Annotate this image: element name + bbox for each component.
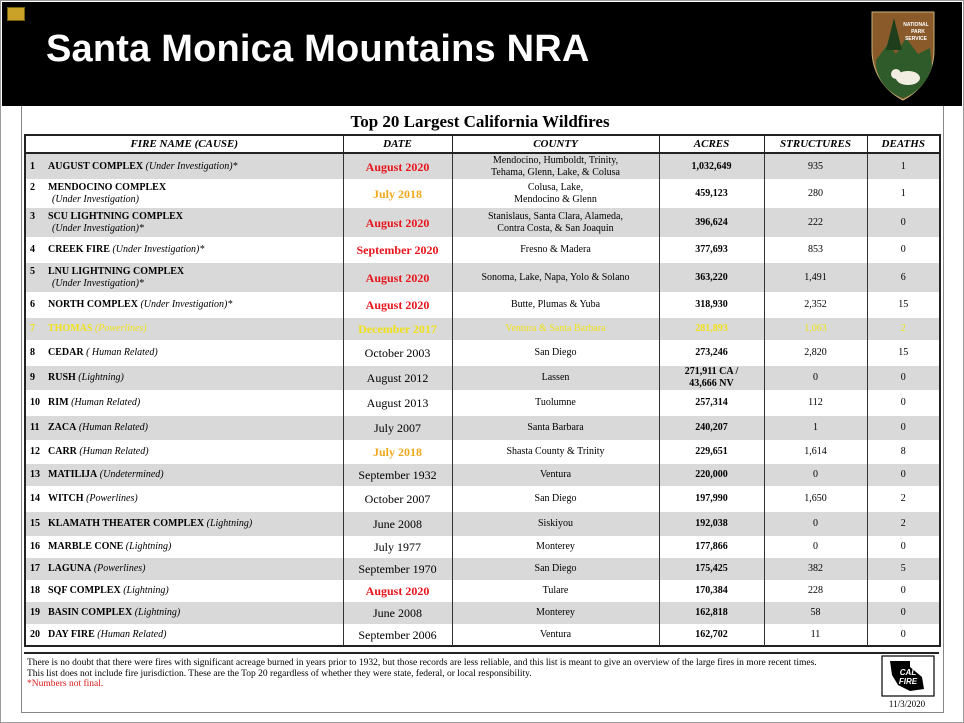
acres-cell bbox=[659, 153, 764, 179]
rank-number: 18 bbox=[30, 585, 40, 596]
acres-line: 396,624 bbox=[695, 216, 728, 228]
acres-line: 175,425 bbox=[695, 563, 728, 574]
acres-line: 162,818 bbox=[695, 607, 728, 618]
acres-line: 459,123 bbox=[695, 187, 728, 199]
fire-cause: (Powerlines) bbox=[93, 563, 146, 574]
acres-line: 192,038 bbox=[695, 518, 728, 529]
rank-number: 2 bbox=[30, 181, 35, 193]
table-row bbox=[25, 536, 940, 558]
rank-number: 14 bbox=[30, 493, 40, 504]
rank-number: 20 bbox=[30, 628, 40, 640]
date-cell: July 2018 bbox=[343, 440, 452, 464]
deaths-cell: 15 bbox=[867, 340, 940, 366]
fire-name-cell bbox=[25, 208, 343, 237]
deaths-cell: 6 bbox=[867, 263, 940, 292]
deaths-cell: 0 bbox=[867, 580, 940, 602]
fire-name: SQF COMPLEX bbox=[48, 585, 121, 596]
svg-text:PARK: PARK bbox=[911, 29, 925, 35]
deaths-cell: 0 bbox=[867, 390, 940, 416]
svg-text:NATIONAL: NATIONAL bbox=[903, 22, 929, 28]
nps-arrowhead-logo-icon bbox=[868, 10, 938, 102]
fire-name: ZACA bbox=[48, 422, 77, 433]
fire-name: NORTH COMPLEX bbox=[48, 299, 138, 310]
acres-line: 162,702 bbox=[695, 628, 728, 640]
acres-cell bbox=[659, 602, 764, 624]
table-row bbox=[25, 440, 940, 464]
col-header-deaths: DEATHS bbox=[867, 135, 940, 153]
structures-cell: 935 bbox=[764, 153, 867, 179]
structures-cell: 112 bbox=[764, 390, 867, 416]
fire-cause: (Lightning) bbox=[78, 372, 124, 383]
cal-fire-line1: CAL bbox=[899, 668, 917, 677]
fire-cause: (Lightning) bbox=[123, 585, 169, 596]
acres-line: 43,666 NV bbox=[689, 378, 734, 389]
table-row bbox=[25, 558, 940, 580]
fire-name: WITCH bbox=[48, 493, 84, 504]
county-cell bbox=[452, 179, 659, 208]
table-row bbox=[25, 318, 940, 340]
county-line: Mendocino, Humboldt, Trinity, bbox=[492, 154, 619, 166]
table-row bbox=[25, 512, 940, 536]
slide-title: Santa Monica Mountains NRA bbox=[46, 28, 590, 70]
fire-name-cell bbox=[25, 580, 343, 602]
fire-cause: (Undetermined) bbox=[99, 469, 164, 480]
fire-name-cell bbox=[25, 440, 343, 464]
acres-line: 240,207 bbox=[695, 422, 728, 433]
fire-name-cell bbox=[25, 237, 343, 263]
acres-line: 273,246 bbox=[695, 347, 728, 358]
county-cell bbox=[452, 237, 659, 263]
acres-cell bbox=[659, 179, 764, 208]
county-cell bbox=[452, 263, 659, 292]
fire-name-cell bbox=[25, 486, 343, 512]
rank-number: 6 bbox=[30, 299, 35, 310]
structures-cell: 1,650 bbox=[764, 486, 867, 512]
fire-name-cell bbox=[25, 263, 343, 292]
footer-notes bbox=[27, 658, 877, 690]
rank-number: 11 bbox=[30, 422, 40, 433]
fire-name-cell bbox=[25, 292, 343, 318]
fire-name: CEDAR bbox=[48, 347, 84, 358]
col-header-date: DATE bbox=[343, 135, 452, 153]
acres-cell bbox=[659, 237, 764, 263]
deaths-cell: 0 bbox=[867, 208, 940, 237]
deaths-cell: 0 bbox=[867, 624, 940, 646]
date-cell: September 1970 bbox=[343, 558, 452, 580]
fire-name-cell bbox=[25, 340, 343, 366]
table-row bbox=[25, 390, 940, 416]
footer-line-2: This list does not include fire jurisdiction. These are the Top 20 regardless of whether they were state, federal, or local responsibility. bbox=[27, 668, 532, 679]
fire-cause: (Under Investigation)* bbox=[145, 160, 238, 172]
table-row bbox=[25, 580, 940, 602]
fire-cause: (Under Investigation) bbox=[52, 193, 139, 205]
fire-name-cell bbox=[25, 390, 343, 416]
county-cell bbox=[452, 208, 659, 237]
county-cell bbox=[452, 602, 659, 624]
fire-cause: (Lightning) bbox=[206, 518, 253, 529]
structures-cell: 1,063 bbox=[764, 318, 867, 340]
structures-cell: 228 bbox=[764, 580, 867, 602]
county-cell bbox=[452, 580, 659, 602]
footer-line-1: There is no doubt that there were fires with significant acreage burned in years prior to 1932, but those records are less reliable, and this list is meant to give an overview of the large fires in more recent times. bbox=[27, 658, 817, 668]
date-cell: September 2020 bbox=[343, 237, 452, 263]
deaths-cell: 1 bbox=[867, 179, 940, 208]
structures-cell: 382 bbox=[764, 558, 867, 580]
county-line: Mendocino & Glenn bbox=[514, 193, 597, 205]
slide-header bbox=[2, 2, 962, 106]
acres-cell bbox=[659, 624, 764, 646]
fire-name: RIM bbox=[48, 397, 69, 408]
fire-name-cell bbox=[25, 366, 343, 390]
rank-number: 9 bbox=[30, 372, 35, 383]
fire-cause: (Powerlines) bbox=[94, 323, 147, 334]
date-cell: August 2020 bbox=[343, 153, 452, 179]
date-cell: September 1932 bbox=[343, 464, 452, 486]
acres-line: 229,651 bbox=[695, 446, 728, 457]
rank-number: 17 bbox=[30, 563, 40, 574]
acres-line: 377,693 bbox=[695, 244, 728, 255]
fire-name-cell bbox=[25, 558, 343, 580]
structures-cell: 11 bbox=[764, 624, 867, 646]
fire-name-cell bbox=[25, 464, 343, 486]
acres-cell bbox=[659, 580, 764, 602]
table-row bbox=[25, 237, 940, 263]
fire-name: KLAMATH THEATER COMPLEX bbox=[48, 518, 205, 529]
rank-number: 5 bbox=[30, 265, 35, 277]
deaths-cell: 0 bbox=[867, 602, 940, 624]
county-cell bbox=[452, 366, 659, 390]
acres-line: 271,911 CA / bbox=[684, 366, 739, 377]
date-cell: June 2008 bbox=[343, 512, 452, 536]
table-row bbox=[25, 292, 940, 318]
rank-number: 1 bbox=[30, 160, 35, 172]
fire-name-cell bbox=[25, 179, 343, 208]
deaths-cell: 1 bbox=[867, 153, 940, 179]
fire-name-cell bbox=[25, 512, 343, 536]
fire-name: DAY FIRE bbox=[48, 628, 95, 640]
rank-number: 10 bbox=[30, 397, 40, 408]
date-cell: October 2003 bbox=[343, 340, 452, 366]
fire-name: SCU LIGHTNING COMPLEX bbox=[48, 210, 184, 222]
fire-name: MENDOCINO COMPLEX bbox=[48, 181, 167, 193]
fire-name: CREEK FIRE bbox=[48, 244, 110, 255]
county-cell bbox=[452, 624, 659, 646]
acres-line: 177,866 bbox=[695, 541, 728, 552]
rank-number: 7 bbox=[30, 323, 35, 334]
county-cell bbox=[452, 464, 659, 486]
acres-cell bbox=[659, 440, 764, 464]
county-cell bbox=[452, 390, 659, 416]
fire-cause: (Lightning) bbox=[134, 607, 181, 618]
county-line: Ventura & Santa Barbara bbox=[505, 323, 606, 334]
deaths-cell: 0 bbox=[867, 237, 940, 263]
rank-number: 15 bbox=[30, 518, 40, 529]
acres-cell bbox=[659, 416, 764, 440]
deaths-cell: 2 bbox=[867, 512, 940, 536]
acres-line: 220,000 bbox=[695, 469, 728, 480]
acres-cell bbox=[659, 558, 764, 580]
date-cell: June 2008 bbox=[343, 602, 452, 624]
deaths-cell: 0 bbox=[867, 464, 940, 486]
fire-name-cell bbox=[25, 536, 343, 558]
table-row bbox=[25, 602, 940, 624]
rank-number: 4 bbox=[30, 244, 35, 255]
fire-name: CARR bbox=[48, 446, 77, 457]
wildfire-table bbox=[24, 134, 941, 647]
structures-cell: 853 bbox=[764, 237, 867, 263]
date-cell: August 2020 bbox=[343, 263, 452, 292]
fire-name-cell bbox=[25, 624, 343, 646]
fire-cause: (Under Investigation)* bbox=[52, 222, 144, 234]
table-row bbox=[25, 366, 940, 390]
rank-number: 8 bbox=[30, 347, 35, 358]
county-cell bbox=[452, 486, 659, 512]
deaths-cell: 5 bbox=[867, 558, 940, 580]
comment-note-icon[interactable] bbox=[7, 7, 25, 21]
fire-name: BASIN COMPLEX bbox=[48, 607, 133, 618]
structures-cell: 2,820 bbox=[764, 340, 867, 366]
county-cell bbox=[452, 512, 659, 536]
date-stamp: 11/3/2020 bbox=[888, 699, 926, 709]
table-title: Top 20 Largest California Wildfires bbox=[350, 112, 610, 131]
date-cell: October 2007 bbox=[343, 486, 452, 512]
fire-cause: (Lightning) bbox=[125, 541, 172, 552]
date-cell: August 2013 bbox=[343, 390, 452, 416]
acres-cell bbox=[659, 208, 764, 237]
fire-name: RUSH bbox=[48, 372, 76, 383]
date-cell: July 2007 bbox=[343, 416, 452, 440]
county-line: Siskiyou bbox=[537, 518, 573, 529]
fire-name-cell bbox=[25, 416, 343, 440]
date-cell: December 2017 bbox=[343, 318, 452, 340]
county-cell bbox=[452, 153, 659, 179]
county-line: Fresno & Madera bbox=[520, 244, 591, 255]
fire-cause: (Under Investigation)* bbox=[112, 244, 205, 255]
rank-number: 19 bbox=[30, 607, 40, 618]
fire-cause: (Human Related) bbox=[78, 422, 148, 433]
fire-cause: (Powerlines) bbox=[86, 493, 138, 504]
county-line: Contra Costa, & San Joaquin bbox=[497, 222, 614, 234]
county-cell bbox=[452, 340, 659, 366]
date-cell: August 2012 bbox=[343, 366, 452, 390]
table-row bbox=[25, 464, 940, 486]
acres-cell bbox=[659, 512, 764, 536]
table-row bbox=[25, 153, 940, 179]
fire-cause: (Human Related) bbox=[97, 628, 167, 640]
table-row bbox=[25, 486, 940, 512]
structures-cell: 0 bbox=[764, 366, 867, 390]
county-line: Monterey bbox=[536, 541, 575, 552]
county-cell bbox=[452, 416, 659, 440]
fire-name: MARBLE CONE bbox=[48, 541, 124, 552]
county-line: Ventura bbox=[539, 469, 572, 480]
footer-divider bbox=[24, 652, 939, 654]
acres-line: 257,314 bbox=[695, 397, 728, 408]
county-line: Sonoma, Lake, Napa, Yolo & Solano bbox=[481, 271, 630, 283]
fire-name: THOMAS bbox=[48, 323, 93, 334]
acres-cell bbox=[659, 318, 764, 340]
acres-line: 1,032,649 bbox=[691, 160, 732, 172]
county-line: San Diego bbox=[534, 493, 577, 504]
date-cell: July 2018 bbox=[343, 179, 452, 208]
acres-line: 281,893 bbox=[695, 323, 728, 334]
deaths-cell: 0 bbox=[867, 416, 940, 440]
county-line: Tuolumne bbox=[535, 397, 576, 408]
acres-cell bbox=[659, 292, 764, 318]
acres-line: 197,990 bbox=[695, 493, 728, 504]
fire-cause: (Under Investigation)* bbox=[52, 277, 144, 289]
deaths-cell: 8 bbox=[867, 440, 940, 464]
county-line: Butte, Plumas & Yuba bbox=[510, 299, 601, 310]
acres-cell bbox=[659, 486, 764, 512]
date-cell: August 2020 bbox=[343, 580, 452, 602]
county-cell bbox=[452, 440, 659, 464]
col-header-structures: STRUCTURES bbox=[764, 135, 867, 153]
rank-number: 16 bbox=[30, 541, 40, 552]
county-line: Monterey bbox=[536, 607, 575, 618]
structures-cell: 1 bbox=[764, 416, 867, 440]
table-row bbox=[25, 263, 940, 292]
acres-cell bbox=[659, 536, 764, 558]
fire-cause: (Human Related) bbox=[79, 446, 149, 457]
county-cell bbox=[452, 292, 659, 318]
svg-text:SERVICE: SERVICE bbox=[905, 36, 927, 42]
county-line: Tehama, Glenn, Lake, & Colusa bbox=[491, 166, 620, 178]
structures-cell: 222 bbox=[764, 208, 867, 237]
fire-name-cell bbox=[25, 602, 343, 624]
county-line: San Diego bbox=[534, 563, 577, 574]
date-cell: August 2020 bbox=[343, 292, 452, 318]
structures-cell: 280 bbox=[764, 179, 867, 208]
deaths-cell: 15 bbox=[867, 292, 940, 318]
col-header-fire-name: FIRE NAME (CAUSE) bbox=[25, 135, 343, 153]
county-line: Santa Barbara bbox=[527, 422, 584, 433]
date-cell: August 2020 bbox=[343, 208, 452, 237]
county-line: Ventura bbox=[539, 628, 572, 640]
structures-cell: 2,352 bbox=[764, 292, 867, 318]
acres-cell bbox=[659, 263, 764, 292]
fire-name-cell bbox=[25, 318, 343, 340]
fire-cause: (Under Investigation)* bbox=[140, 299, 233, 310]
county-line: Tulare bbox=[542, 585, 569, 596]
date-cell: July 1977 bbox=[343, 536, 452, 558]
footer-note: *Numbers not final. bbox=[27, 679, 104, 689]
county-cell bbox=[452, 558, 659, 580]
acres-cell bbox=[659, 366, 764, 390]
county-cell bbox=[452, 536, 659, 558]
acres-cell bbox=[659, 390, 764, 416]
structures-cell: 1,614 bbox=[764, 440, 867, 464]
fire-name: MATILIJA bbox=[48, 469, 98, 480]
col-header-acres: ACRES bbox=[659, 135, 764, 153]
deaths-cell: 0 bbox=[867, 536, 940, 558]
acres-line: 170,384 bbox=[695, 585, 728, 596]
county-line: San Diego bbox=[534, 347, 577, 358]
fire-name: LNU LIGHTNING COMPLEX bbox=[48, 265, 185, 277]
table-row bbox=[25, 179, 940, 208]
county-line: Lassen bbox=[541, 372, 570, 383]
table-row bbox=[25, 208, 940, 237]
cal-fire-line2: FIRE bbox=[898, 677, 918, 686]
county-line: Stanislaus, Santa Clara, Alameda, bbox=[488, 210, 623, 222]
acres-cell bbox=[659, 464, 764, 486]
structures-cell: 58 bbox=[764, 602, 867, 624]
acres-line: 318,930 bbox=[695, 299, 728, 310]
rank-number: 13 bbox=[30, 469, 40, 480]
col-header-county: COUNTY bbox=[452, 135, 659, 153]
deaths-cell: 2 bbox=[867, 318, 940, 340]
fire-name-cell bbox=[25, 153, 343, 179]
structures-cell: 0 bbox=[764, 536, 867, 558]
county-line: Shasta County & Trinity bbox=[506, 446, 605, 457]
acres-cell bbox=[659, 340, 764, 366]
fire-name: AUGUST COMPLEX bbox=[48, 160, 144, 172]
acres-line: 363,220 bbox=[695, 271, 728, 283]
table-header-row bbox=[25, 135, 940, 153]
county-line: Colusa, Lake, bbox=[527, 181, 584, 193]
county-cell bbox=[452, 318, 659, 340]
fire-cause: ( Human Related) bbox=[86, 347, 158, 358]
structures-cell: 1,491 bbox=[764, 263, 867, 292]
rank-number: 12 bbox=[30, 446, 40, 457]
table-row bbox=[25, 340, 940, 366]
rank-number: 3 bbox=[30, 210, 35, 222]
structures-cell: 0 bbox=[764, 464, 867, 486]
fire-name: LAGUNA bbox=[48, 563, 92, 574]
deaths-cell: 2 bbox=[867, 486, 940, 512]
fire-cause: (Human Related) bbox=[71, 397, 141, 408]
structures-cell: 0 bbox=[764, 512, 867, 536]
deaths-cell: 0 bbox=[867, 366, 940, 390]
table-row bbox=[25, 416, 940, 440]
table-row bbox=[25, 624, 940, 646]
date-cell: September 2006 bbox=[343, 624, 452, 646]
